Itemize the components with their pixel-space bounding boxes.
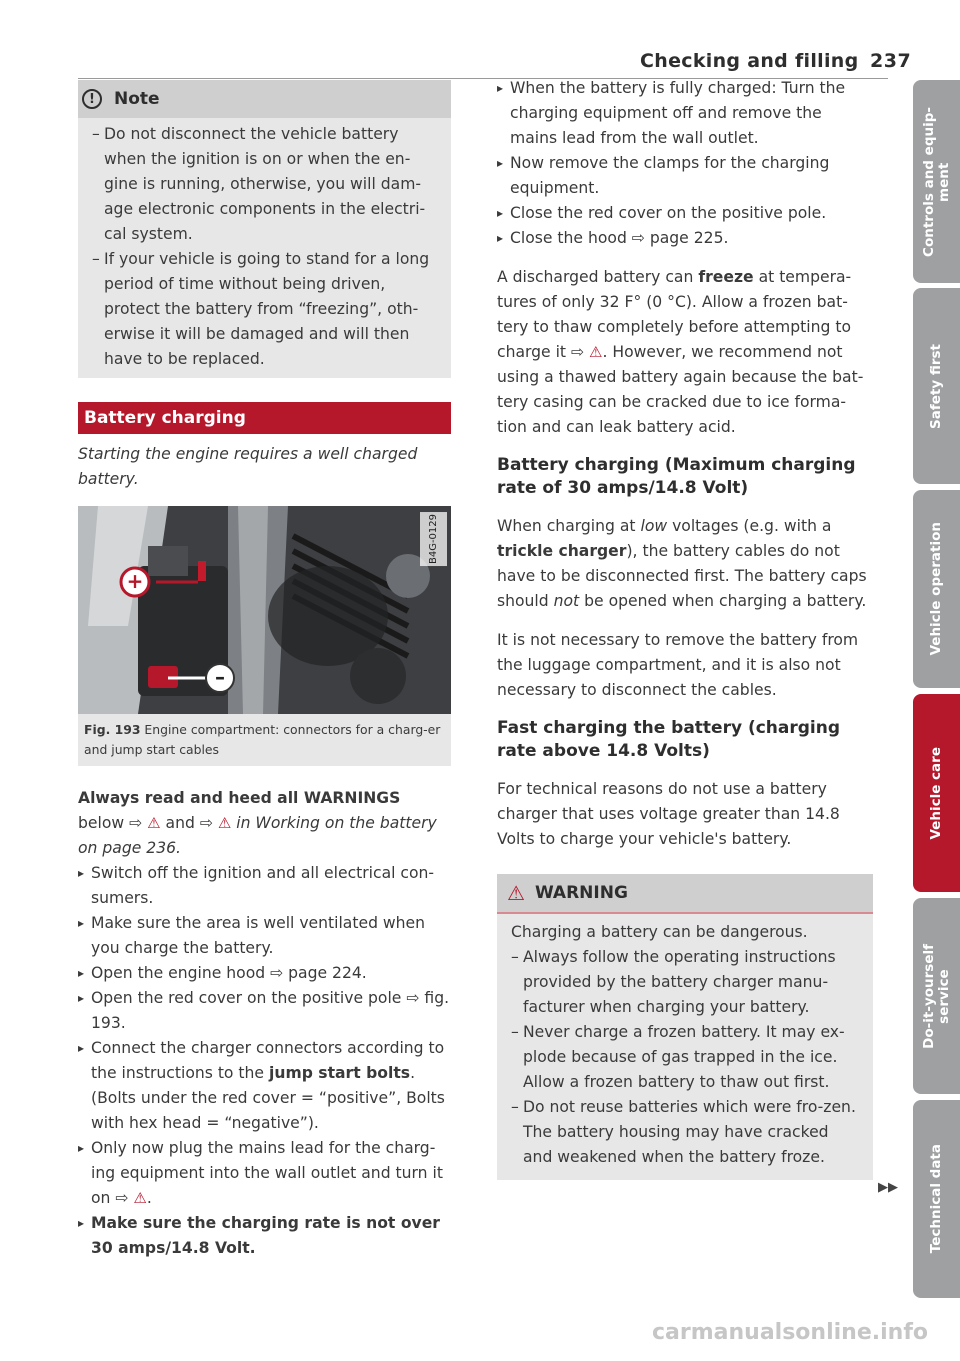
warning-triangle-icon: ⚠ — [507, 880, 525, 905]
max-charging-text: ), the battery cables do not have to be disconnected first. The battery caps should — [497, 542, 867, 610]
note-box — [78, 80, 451, 378]
step-text: Connect the charger connectors according to the instructions to the — [91, 1039, 445, 1082]
engine-figure — [78, 506, 451, 714]
continue-arrow-icon: ▶▶ — [878, 1180, 898, 1195]
max-charging-text: be opened when charging a battery. — [579, 592, 867, 610]
left-column — [78, 80, 451, 1261]
fast-charging-heading: Fast charging the battery (charging rate above 14.8 Volts) — [497, 718, 841, 761]
step-item: ▸ Make sure the charging rate is not over 30 amps/14.8 Volt. — [78, 1211, 451, 1261]
warnings-ref-link[interactable]: in Working on the battery on page 236. — [78, 814, 437, 857]
note-header — [78, 80, 451, 118]
step-item: ▸ Open the red cover on the positive pole ⇨ fig. 193. — [78, 986, 451, 1036]
tab-do-it-yourself[interactable] — [913, 898, 960, 1094]
warning-triangle-icon: ⚠ — [217, 814, 232, 832]
tab-vehicle-care[interactable] — [913, 694, 960, 892]
step-item: ▸ When the battery is fully charged: Turn the charging equipment off and remove the mains lead from the wall outlet. — [497, 76, 873, 151]
max-charging-paragraph-2: It is not necessary to remove the battery from the luggage compartment, and it is also not necessary to disconnect the cables. — [497, 631, 859, 699]
figure-caption-text: Engine compartment: connectors for a charg-er and jump start cables — [84, 722, 441, 757]
section-heading: Battery charging — [78, 402, 451, 434]
tab-label: Do-it-yourself service — [920, 943, 952, 1049]
note-item: – If your vehicle is going to stand for a long period of time without being driven, protect the battery from “freezing”, oth-erwise it will be damaged and will then have to be replaced. — [92, 247, 439, 372]
exclamation-circle-icon: ! — [82, 89, 102, 109]
section-title: Checking and filling — [640, 50, 859, 72]
warning-intro: Charging a battery can be dangerous. — [511, 923, 808, 941]
max-charging-italic: not — [553, 592, 580, 610]
freeze-bold: freeze — [698, 268, 754, 286]
step-item: ▸ Close the hood ⇨ page 225. — [497, 226, 873, 251]
tab-label: Controls and equip- ment — [920, 106, 952, 257]
warning-box — [497, 874, 873, 1180]
warning-body — [497, 914, 873, 1180]
note-list — [78, 118, 451, 372]
max-charging-text: When charging at — [497, 517, 641, 535]
warning-title: WARNING — [534, 882, 628, 903]
max-charging-bold: trickle charger — [497, 542, 627, 560]
tab-label: Safety first — [928, 343, 944, 429]
step-item: ▸ Open the engine hood ⇨ page 224. — [78, 961, 451, 986]
right-column — [497, 76, 873, 1180]
warnings-ref-text: below ⇨ — [78, 814, 148, 832]
fast-charging-paragraph: For technical reasons do not use a battery charger that uses voltage greater than 14.8 Volts to charge your vehicle's battery. — [497, 780, 840, 848]
max-charging-text: voltages (e.g. with a — [667, 517, 832, 535]
step-text: . (Bolts under the red cover = “positive”, Bolts with hex head = “negative”). — [91, 1064, 445, 1132]
max-charging-italic: low — [640, 517, 668, 535]
max-charging-heading: Battery charging (Maximum charging rate of 30 amps/14.8 Volt) — [497, 455, 856, 498]
freeze-text: at tempera-tures of only 32 F° (0 °C). Allow a frozen bat-tery to thaw completely before attempting to charge it ⇨ — [497, 268, 852, 361]
warning-header — [497, 874, 873, 914]
warning-item: – Always follow the operating instructions provided by the battery charger manu-facturer when charging your battery. — [511, 945, 861, 1020]
warning-triangle-icon: ⚠ — [589, 343, 603, 361]
tab-label: Technical data — [928, 1144, 944, 1254]
svg-text:+: + — [126, 569, 144, 593]
figure-label: Fig. 193 — [84, 722, 141, 737]
step-item: ▸ Only now plug the mains lead for the charg-ing equipment into the wall outlet and turn it on ⇨ ⚠. — [78, 1136, 451, 1211]
tab-label: Vehicle operation — [928, 522, 944, 656]
tab-label: Vehicle care — [928, 746, 944, 840]
warnings-reference — [78, 786, 451, 861]
charging-steps-cont — [497, 76, 873, 251]
warning-triangle-icon: ⚠ — [133, 1189, 147, 1207]
step-item: ▸ Make sure the area is well ventilated when you charge the battery. — [78, 911, 451, 961]
tab-safety[interactable] — [913, 288, 960, 484]
charging-steps — [78, 861, 451, 1261]
engine-compartment-photo — [78, 506, 451, 714]
freeze-text: . However, we recommend not using a thawed battery again because the bat-tery casing can be cracked due to ice forma-tion and can leak battery acid. — [497, 343, 864, 436]
watermark: carmanualsonline.info — [652, 1320, 928, 1345]
warning-triangle-icon: ⚠ — [147, 814, 161, 832]
max-charging-paragraph — [497, 514, 873, 614]
warnings-ref-text: and ⇨ — [160, 814, 218, 832]
page-number: 237 — [870, 50, 912, 72]
warning-item: – Never charge a frozen battery. It may ex-plode because of gas trapped in the ice. Allow a frozen battery to thaw out first. — [511, 1020, 861, 1095]
step-bold: jump start bolts — [269, 1064, 411, 1082]
figure-caption — [78, 714, 451, 766]
warning-item: – Do not reuse batteries which were fro-zen. The battery housing may have cracked and weakened when the battery froze. — [511, 1095, 861, 1170]
step-item: ▸ Switch off the ignition and all electrical con-sumers. — [78, 861, 451, 911]
figure-code: B4G-0129 — [420, 512, 447, 566]
note-item: – Do not disconnect the vehicle battery when the ignition is on or when the en-gine is running, otherwise, you will dam-age electronic components in the electri-cal system. — [92, 122, 439, 247]
freeze-paragraph — [497, 265, 873, 440]
warnings-lead: Always read and heed all WARNINGS — [78, 789, 401, 807]
step-item: ▸ Now remove the clamps for the charging equipment. — [497, 151, 873, 201]
warning-list — [511, 945, 861, 1170]
note-title: Note — [114, 88, 160, 109]
svg-text:–: – — [215, 665, 225, 689]
tab-vehicle-operation[interactable] — [913, 490, 960, 688]
step-item: ▸ Close the red cover on the positive pole. — [497, 201, 873, 226]
tab-controls[interactable] — [913, 80, 960, 283]
section-intro: Starting the engine requires a well charged battery. — [78, 445, 418, 488]
step-text: Only now plug the mains lead for the charg-ing equipment into the wall outlet and turn it on ⇨ — [91, 1139, 443, 1207]
step-item — [78, 1036, 451, 1136]
tab-technical-data[interactable] — [913, 1100, 960, 1298]
freeze-text: A discharged battery can — [497, 268, 699, 286]
